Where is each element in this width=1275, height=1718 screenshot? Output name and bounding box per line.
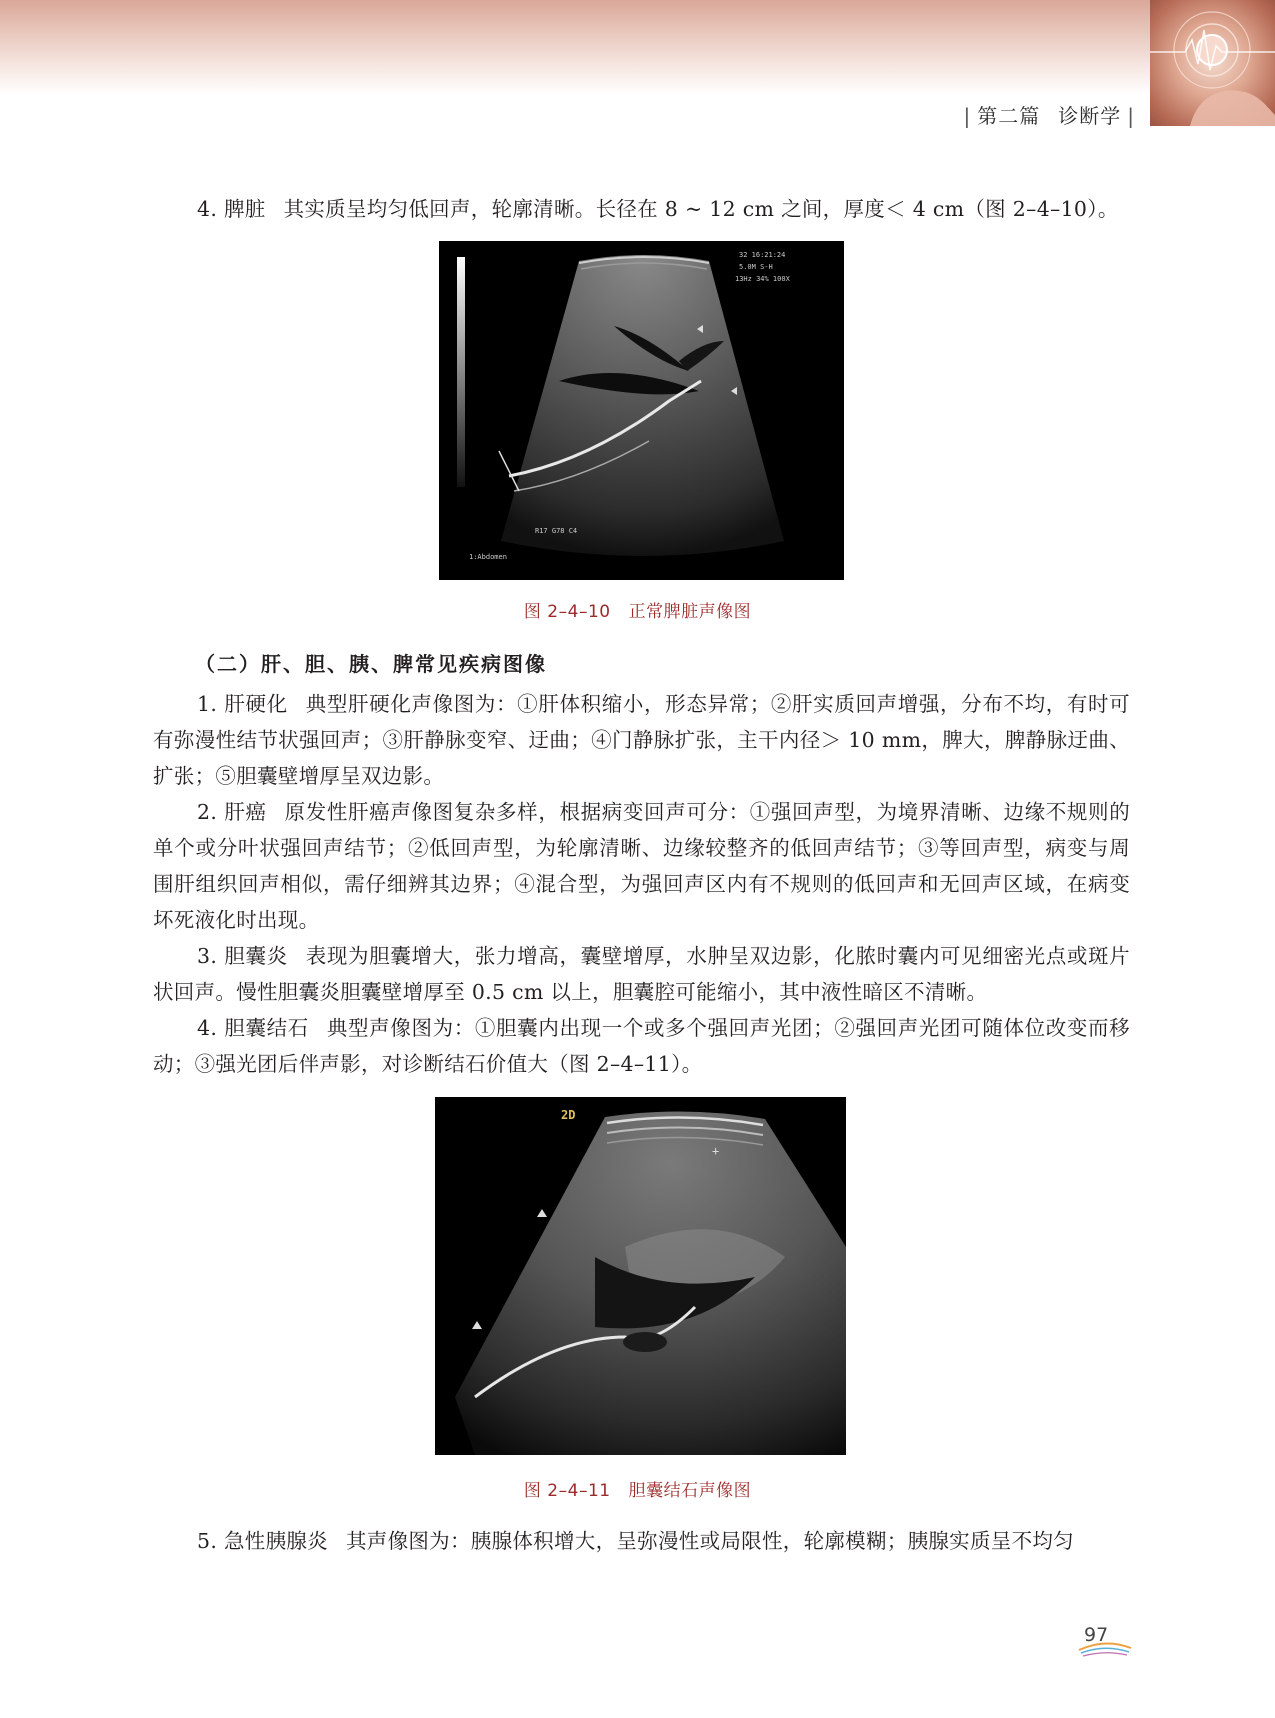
running-head-chapter: 诊断学 (1058, 104, 1122, 128)
paragraph-text: 典型肝硬化声像图为：①肝体积缩小，形态异常；②肝实质回声增强，分布不均，有时可有弥漫性结节状强回声；③肝静脉变窄、迂曲；④门静脉扩张，主干内径＞ 10 mm，脾大，脾静脉迂曲、扩张；⑤胆囊壁增厚呈双边影。 (153, 692, 1130, 788)
running-head-part: 第二篇 (977, 104, 1041, 128)
paragraph-lead: 3. 胆囊炎 (197, 944, 288, 968)
paragraph-lead: 5. 急性胰腺炎 (197, 1529, 328, 1553)
paragraph-cirrhosis (153, 686, 1130, 794)
figure-gallstone-ultrasound (435, 1097, 846, 1455)
fig1-overlay-top-right-3: 13Hz 34% 100X (735, 275, 790, 283)
figure-caption (0, 597, 1275, 622)
paragraph-lead: 4. 胆囊结石 (197, 1016, 309, 1040)
paragraph-pancreatitis (153, 1523, 1130, 1559)
page-number: 97 (1084, 1624, 1109, 1646)
paragraph-spleen (153, 191, 1130, 227)
paragraph-text: 表现为胆囊增大，张力增高，囊壁增厚，水肿呈双边影，化脓时囊内可见细密光点或斑片状回声。慢性胆囊炎胆囊壁增厚至 0.5 cm 以上，胆囊腔可能缩小，其中液性暗区不清晰。 (153, 944, 1130, 1004)
stethoscope-heartbeat-icon (1150, 0, 1275, 126)
svg-text:+: + (712, 1144, 720, 1158)
figure-number: 图 2–4–11 (523, 1481, 611, 1501)
paragraph-cholecystitis (153, 938, 1130, 1010)
paragraph-lead: 1. 肝硬化 (197, 692, 288, 716)
figure-caption (0, 1476, 1275, 1501)
paragraph-text: 其声像图为：胰腺体积增大，呈弥漫性或局限性，轮廓模糊；胰腺实质呈不均匀 (345, 1529, 1074, 1553)
figure-title: 正常脾脏声像图 (628, 602, 752, 622)
paragraph-gallstone (153, 1010, 1130, 1082)
figure-title: 胆囊结石声像图 (628, 1481, 752, 1501)
fig2-overlay-top: 2D (561, 1108, 576, 1122)
fig1-overlay-bottom-1: R17 G78 C4 (535, 527, 578, 535)
fig1-overlay-bottom-2: 1:Abdomen (469, 553, 507, 561)
fig1-overlay-top-right-1: 32 16:21:24 (739, 251, 786, 259)
header-band (0, 0, 1275, 95)
paragraph-liver-cancer (153, 794, 1130, 938)
paragraph-lead: 2. 肝癌 (197, 800, 267, 824)
paragraph-lead: 4. 脾脏 (197, 197, 266, 221)
fig1-overlay-top-right-2: 5.0M S-H (739, 263, 773, 271)
figure-number: 图 2–4–10 (523, 602, 611, 622)
corner-image (1150, 0, 1275, 126)
section-heading: （二）肝、胆、胰、脾常见疾病图像 (195, 652, 547, 676)
paragraph-text: 其实质呈均匀低回声，轮廓清晰。长径在 8 ~ 12 cm 之间，厚度＜ 4 cm（图 2–4–10）。 (283, 197, 1119, 221)
paragraph-text: 原发性肝癌声像图复杂多样，根据病变回声可分：①强回声型，为境界清晰、边缘不规则的单个或分叶状强回声结节；②低回声型，为轮廓清晰、边缘较整齐的低回声结节；③等回声型，病变与周围肝组织回声相似，需仔细辨其边界；④混合型，为强回声区内有不规则的低回声和无回声区域，在病变坏死液化时出现。 (153, 800, 1130, 932)
paragraph-text: 典型声像图为：①胆囊内出现一个或多个强回声光团；②强回声光团可随体位改变而移动；③强光团后伴声影，对诊断结石价值大（图 2–4–11）。 (153, 1016, 1130, 1076)
figure-spleen-ultrasound (439, 241, 844, 580)
running-head: | 第二篇 诊断学 | (963, 104, 1135, 128)
